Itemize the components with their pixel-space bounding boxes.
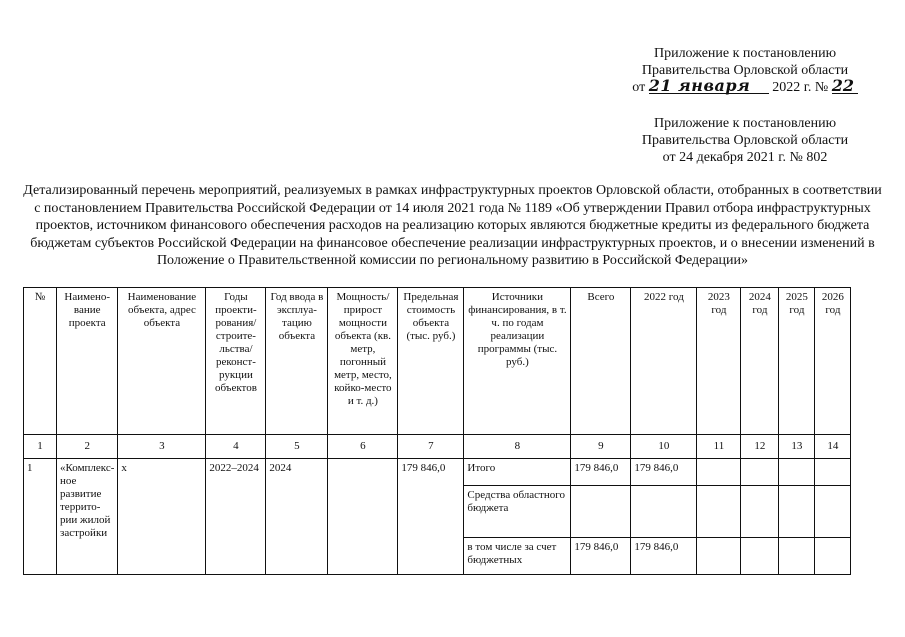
header-cell: Источники финансирования, в т. ч. по годам реализации программы (тыс. руб.) [464, 288, 571, 435]
header-cell: Мощность/ прирост мощности объекта (кв. метр, погонный метр, место, койко-место и т. д.) [328, 288, 398, 435]
column-number: 12 [741, 435, 779, 459]
appendix-line-1: Приложение к постановлению [653, 46, 837, 61]
header-cell: Год ввода в эксплуа-тацию объекта [266, 288, 328, 435]
column-number: 2 [57, 435, 118, 459]
column-number: 5 [266, 435, 328, 459]
column-number: 8 [464, 435, 571, 459]
appendix-line-2: Правительства Орловской области [641, 63, 849, 78]
year-2023-value [697, 459, 741, 486]
header-cell: 2023 год [697, 288, 741, 435]
header-cell: 2025 год [779, 288, 815, 435]
appendix-date-line [610, 76, 880, 96]
table-row [24, 459, 851, 486]
appendix-old-line-3: от 24 декабря 2021 г. № 802 [662, 150, 828, 165]
year-2026-value [815, 459, 851, 486]
year-2024-value [741, 538, 779, 575]
column-number: 6 [328, 435, 398, 459]
projects-table [23, 287, 851, 575]
capacity [328, 459, 398, 575]
header-cell: Годы проекти-рования/ строите-льства/ реконст-рукции объектов [206, 288, 266, 435]
column-number: 10 [631, 435, 697, 459]
total-value: 179 846,0 [571, 459, 631, 486]
appendix-prefix: от [632, 80, 646, 95]
appendix-old-line-1: Приложение к постановлению [653, 116, 837, 131]
header-cell: № [24, 288, 57, 435]
commissioning-year: 2024 [266, 459, 328, 575]
year-2024-value [741, 486, 779, 538]
column-number: 14 [815, 435, 851, 459]
header-cell: Наименование объекта, адрес объекта [118, 288, 206, 435]
project-name: «Комплекс-ное развитие террито-рии жилой застройки [57, 459, 118, 575]
funding-source: Итого [464, 459, 571, 486]
header-cell: 2026 год [815, 288, 851, 435]
header-cell: Предельная стоимость объекта (тыс. руб.) [398, 288, 464, 435]
total-value [571, 486, 631, 538]
total-value: 179 846,0 [571, 538, 631, 575]
year-2022-value: 179 846,0 [631, 538, 697, 575]
column-number: 4 [206, 435, 266, 459]
header-cell: 2022 год [631, 288, 697, 435]
year-2026-value [815, 486, 851, 538]
column-number: 7 [398, 435, 464, 459]
project-years: 2022–2024 [206, 459, 266, 575]
appendix-header-previous [610, 115, 880, 166]
column-number: 13 [779, 435, 815, 459]
year-2025-value [779, 486, 815, 538]
handwritten-date: 21 января [649, 79, 769, 94]
document-title: Детализированный перечень мероприятий, реализуемых в рамках инфраструктурных проектов Орловской области, отобранных в соответствии с постановлением Правительства Российской Федерации от 14 июля 2021 года № 1189 «Об утверждении Правил отбора инфраструктурных проектов, источником финансового обеспечения расходов на реализацию которых являются бюджетные кредиты из федерального бюджета бюджетам субъектов Российской Федерации на финансовое обеспечение реализации инфраструктурных проектов, и о внесении изменений в Положение о Правительственной комиссии по региональному развитию в Российской Федерации» [23, 183, 882, 268]
header-cell: Всего [571, 288, 631, 435]
year-2026-value [815, 538, 851, 575]
column-number: 11 [697, 435, 741, 459]
object-name: х [118, 459, 206, 575]
year-2023-value [697, 486, 741, 538]
year-2024-value [741, 459, 779, 486]
header-cell: 2024 год [741, 288, 779, 435]
year-2023-value [697, 538, 741, 575]
project-number: 1 [24, 459, 57, 575]
column-number: 3 [118, 435, 206, 459]
handwritten-number: 22 [832, 79, 858, 94]
column-number: 9 [571, 435, 631, 459]
funding-source: в том числе за счет бюджетных [464, 538, 571, 575]
appendix-year: 2022 г. № [772, 80, 829, 95]
table-header-row [24, 288, 851, 435]
year-2022-value: 179 846,0 [631, 459, 697, 486]
year-2025-value [779, 538, 815, 575]
year-2022-value [631, 486, 697, 538]
appendix-old-line-2: Правительства Орловской области [641, 133, 849, 148]
header-cell: Наимено-вание проекта [57, 288, 118, 435]
funding-source: Средства областного бюджета [464, 486, 571, 538]
column-number-row [24, 435, 851, 459]
column-number: 1 [24, 435, 57, 459]
year-2025-value [779, 459, 815, 486]
max-cost: 179 846,0 [398, 459, 464, 575]
appendix-header-current [610, 45, 880, 96]
